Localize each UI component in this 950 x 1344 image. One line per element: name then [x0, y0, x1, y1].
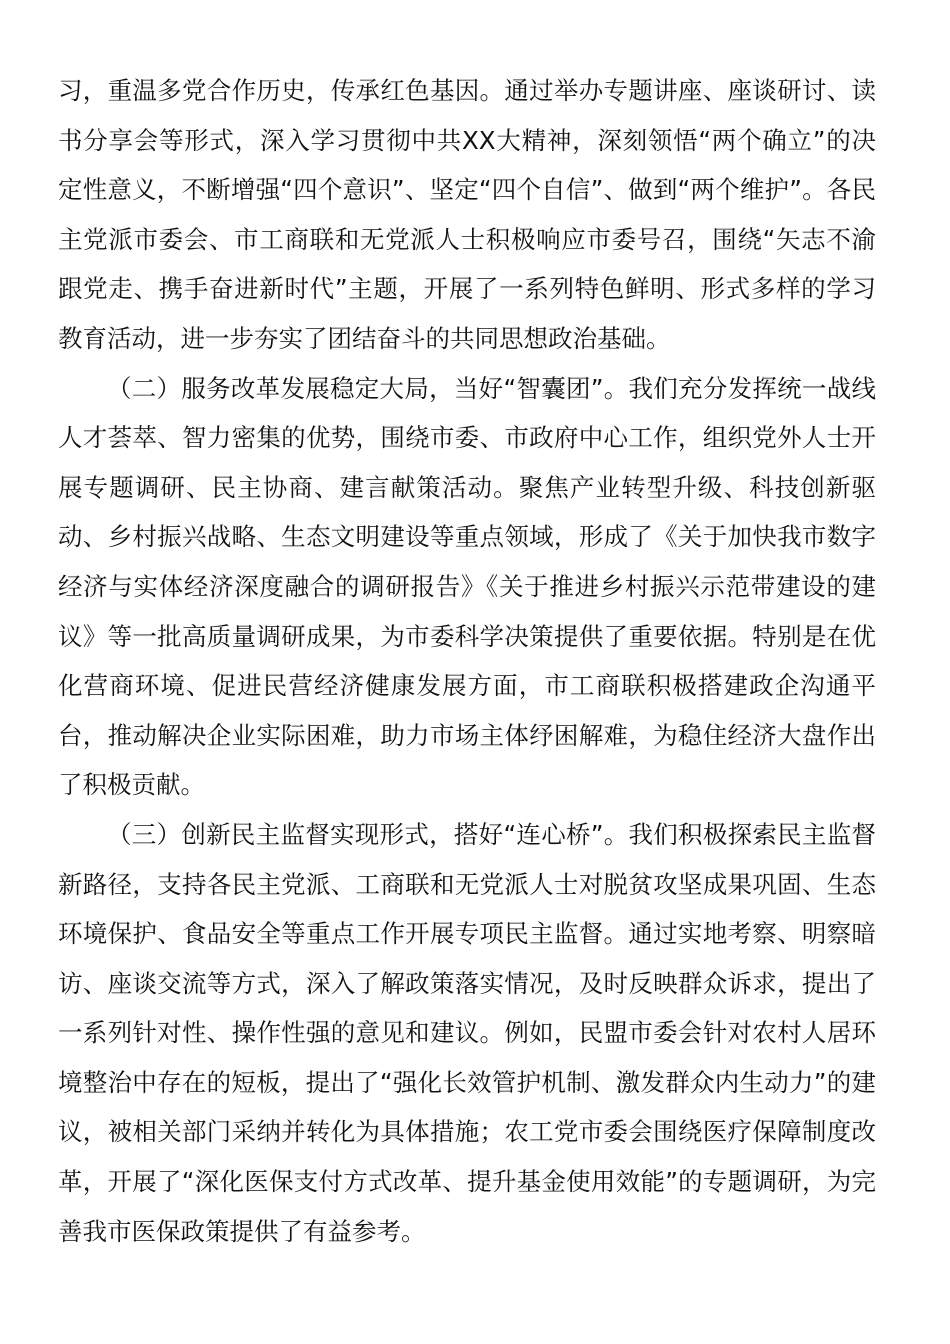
paragraph-democratic-supervision: （三）创新民主监督实现形式，搭好“连心桥”。我们积极探索民主监督新路径，支持各民主党派、工商联和无党派人士对脱贫攻坚成果巩固、生态环境保护、食品安全等重点工作开展专项民主监督。通过实地考察、明察暗访、座谈交流等方式，深入了解政策落实情况，及时反映群众诉求，提出了一系列针对性、操作性强的意见和建议。例如，民盟市委会针对农村人居环境整治中存在的短板，提出了“强化长效管护机制、激发群众内生动力”的建议，被相关部门采纳并转化为具体措施；农工党市委会围绕医疗保障制度改革，开展了“深化医保支付方式改革、提升基金使用效能”的专题调研，为完善我市医保政策提供了有益参考。: [58, 819, 876, 1246]
paragraph-continuation: 习，重温多党合作历史，传承红色基因。通过举办专题讲座、座谈研讨、读书分享会等形式，深入学习贯彻中共XX大精神，深刻领悟“两个确立”的决定性意义，不断增强“四个意识”、坚定“四个自信”、做到“两个维护”。各民主党派市委会、市工商联和无党派人士积极响应市委号召，围绕“矢志不渝跟党走、携手奋进新时代”主题，开展了一系列特色鲜明、形式多样的学习教育活动，进一步夯实了团结奋斗的共同思想政治基础。: [58, 76, 876, 353]
paragraph-think-tank: （二）服务改革发展稳定大局，当好“智囊团”。我们充分发挥统一战线人才荟萃、智力密集的优势，围绕市委、市政府中心工作，组织党外人士开展专题调研、民主协商、建言献策活动。聚焦产业转型升级、科技创新驱动、乡村振兴战略、生态文明建设等重点领域，形成了《关于加快我市数字经济与实体经济深度融合的调研报告》《关于推进乡村振兴示范带建设的建议》等一批高质量调研成果，为市委科学决策提供了重要依据。特别是在优化营商环境、促进民营经济健康发展方面，市工商联积极搭建政企沟通平台，推动解决企业实际困难，助力市场主体纾困解难，为稳住经济大盘作出了积极贡献。: [58, 373, 876, 800]
document-page: [58, 66, 876, 1256]
